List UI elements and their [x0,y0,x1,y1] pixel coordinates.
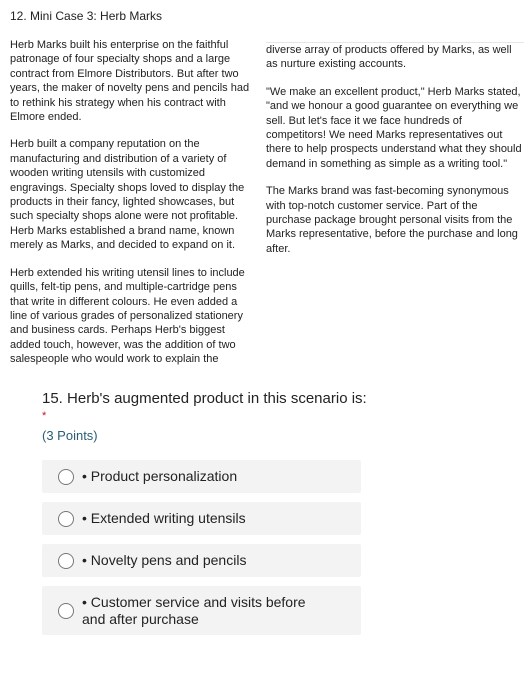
case-title: 12. Mini Case 3: Herb Marks [10,9,163,23]
answer-option[interactable] [42,502,361,535]
case-paragraph: Herb Marks built his enterprise on the faithful patronage of four specialty shops and a large contract from Elmore Distributors. But after two years, the maker of novelty pens and pencils had to rethink his strategy when his contract with Elmore ended. [10,39,250,124]
case-paragraph: The Marks brand was fast-becoming synonymous with top-notch customer service. Part of the purchase package brought personal visits from the Marks representative, before the purchase and long after. [266,185,518,255]
required-indicator: * [42,410,47,422]
case-text-left-column [10,38,255,380]
answer-option-label: • Product personalization [82,468,238,484]
case-paragraph: Herb extended his writing utensil lines to include quills, felt-tip pens, and multiple-cartridge pens that write in different colours. He even added a line of various grades of personalized stationery and business cards. Perhaps Herb's biggest added touch, however, was the addition of two salespeople who would work to explain the [10,266,245,366]
answer-option-label: • Extended writing utensils [82,510,246,526]
answer-option[interactable] [42,460,361,493]
question-points: (3 Points) [42,428,98,443]
case-paragraph: "We make an excellent product," Herb Marks stated, "and we honour a good guarantee on everything we sell. But let's face it we face hundreds of competitors! We need Marks representatives out there to help prospects understand what they should demand in something as simple as a writing tool." [266,85,522,170]
case-paragraph: Herb built a company reputation on the manufacturing and distribution of a variety of wooden writing utensils with customized engravings. Specialty shops loved to display the products in their fancy, lighted showcases, but such specialty shops alone were not profitable. Herb Marks established a brand name, known merely as Marks, and decided to expand on it. [10,138,245,252]
radio-button[interactable] [58,553,74,569]
answer-option-label: • Customer service and visits before and after purchase [82,593,306,627]
answer-option[interactable] [42,544,361,577]
radio-button[interactable] [58,603,74,619]
question-title: 15. Herb's augmented product in this scenario is: [42,390,367,407]
case-paragraph: diverse array of products offered by Marks, as well as nurture existing accounts. [266,44,512,71]
answer-option-label: • Novelty pens and pencils [82,552,247,568]
radio-button[interactable] [58,469,74,485]
answer-option[interactable] [42,586,361,635]
radio-button[interactable] [58,511,74,527]
case-text-right-column [266,42,524,269]
